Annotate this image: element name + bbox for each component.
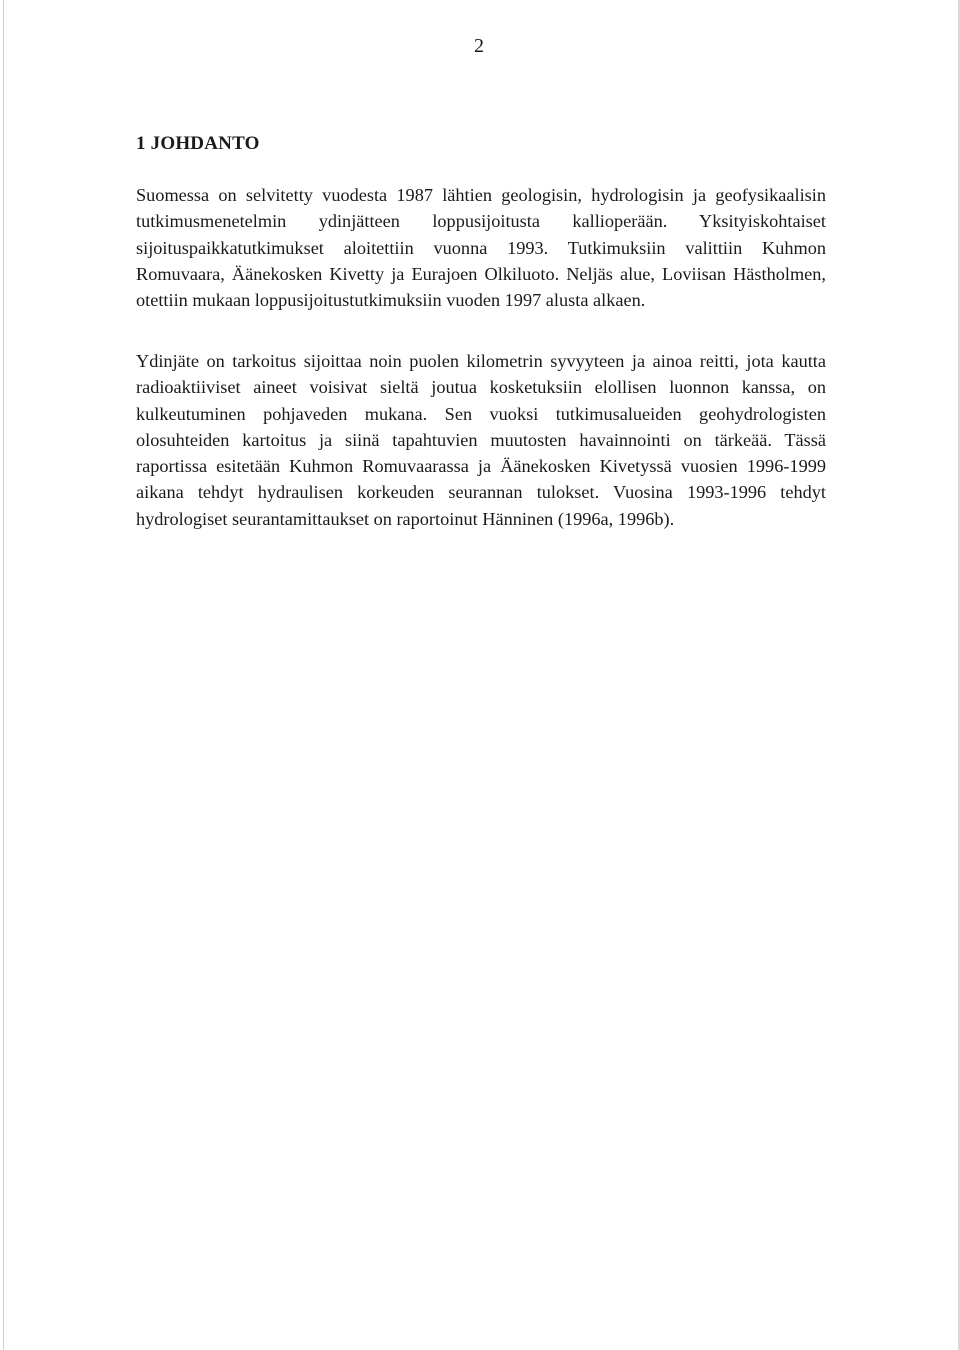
section-heading: 1 JOHDANTO: [136, 133, 260, 154]
paragraph-intro: Suomessa on selvitetty vuodesta 1987 lähtien geologisin, hydrologisin ja geofysikaalisin tutkimusmenetelmin ydinjätteen loppusijoitusta kallioperään. Yksityiskohtaiset sijoituspaikkatutkimukset aloitettiin vuonna 1993. Tutkimuksiin valittiin Kuhmon Romuvaara, Äänekosken Kivetty ja Eurajoen Olkiluoto. Neljäs alue, Loviisan Hästholmen, otettiin mukaan loppusijoitustutkimuksiin vuoden 1997 alusta alkaen.: [136, 185, 826, 311]
page-number: 2: [474, 35, 484, 57]
paragraph-purpose: Ydinjäte on tarkoitus sijoittaa noin puolen kilometrin syvyyteen ja ainoa reitti, jota kautta radioaktiiviset aineet voisivat sieltä joutua kosketuksiin elollisen luonnon kanssa, on kulkeutuminen pohjaveden mukana. Sen vuoksi tutkimusalueiden geohydrologisten olosuhteiden kartoitus ja siinä tapahtuvien muutosten havainnointi on tärkeää. Tässä raportissa esitetään Kuhmon Romuvaarassa ja Äänekosken Kivetyssä vuosien 1996-1999 aikana tehdyt hydraulisen korkeuden seurannan tulokset. Vuosina 1993-1996 tehdyt hydrologiset seurantamittaukset on raportoinut Hänninen (1996a, 1996b).: [136, 351, 826, 529]
scan-edge-left: [3, 0, 4, 1350]
